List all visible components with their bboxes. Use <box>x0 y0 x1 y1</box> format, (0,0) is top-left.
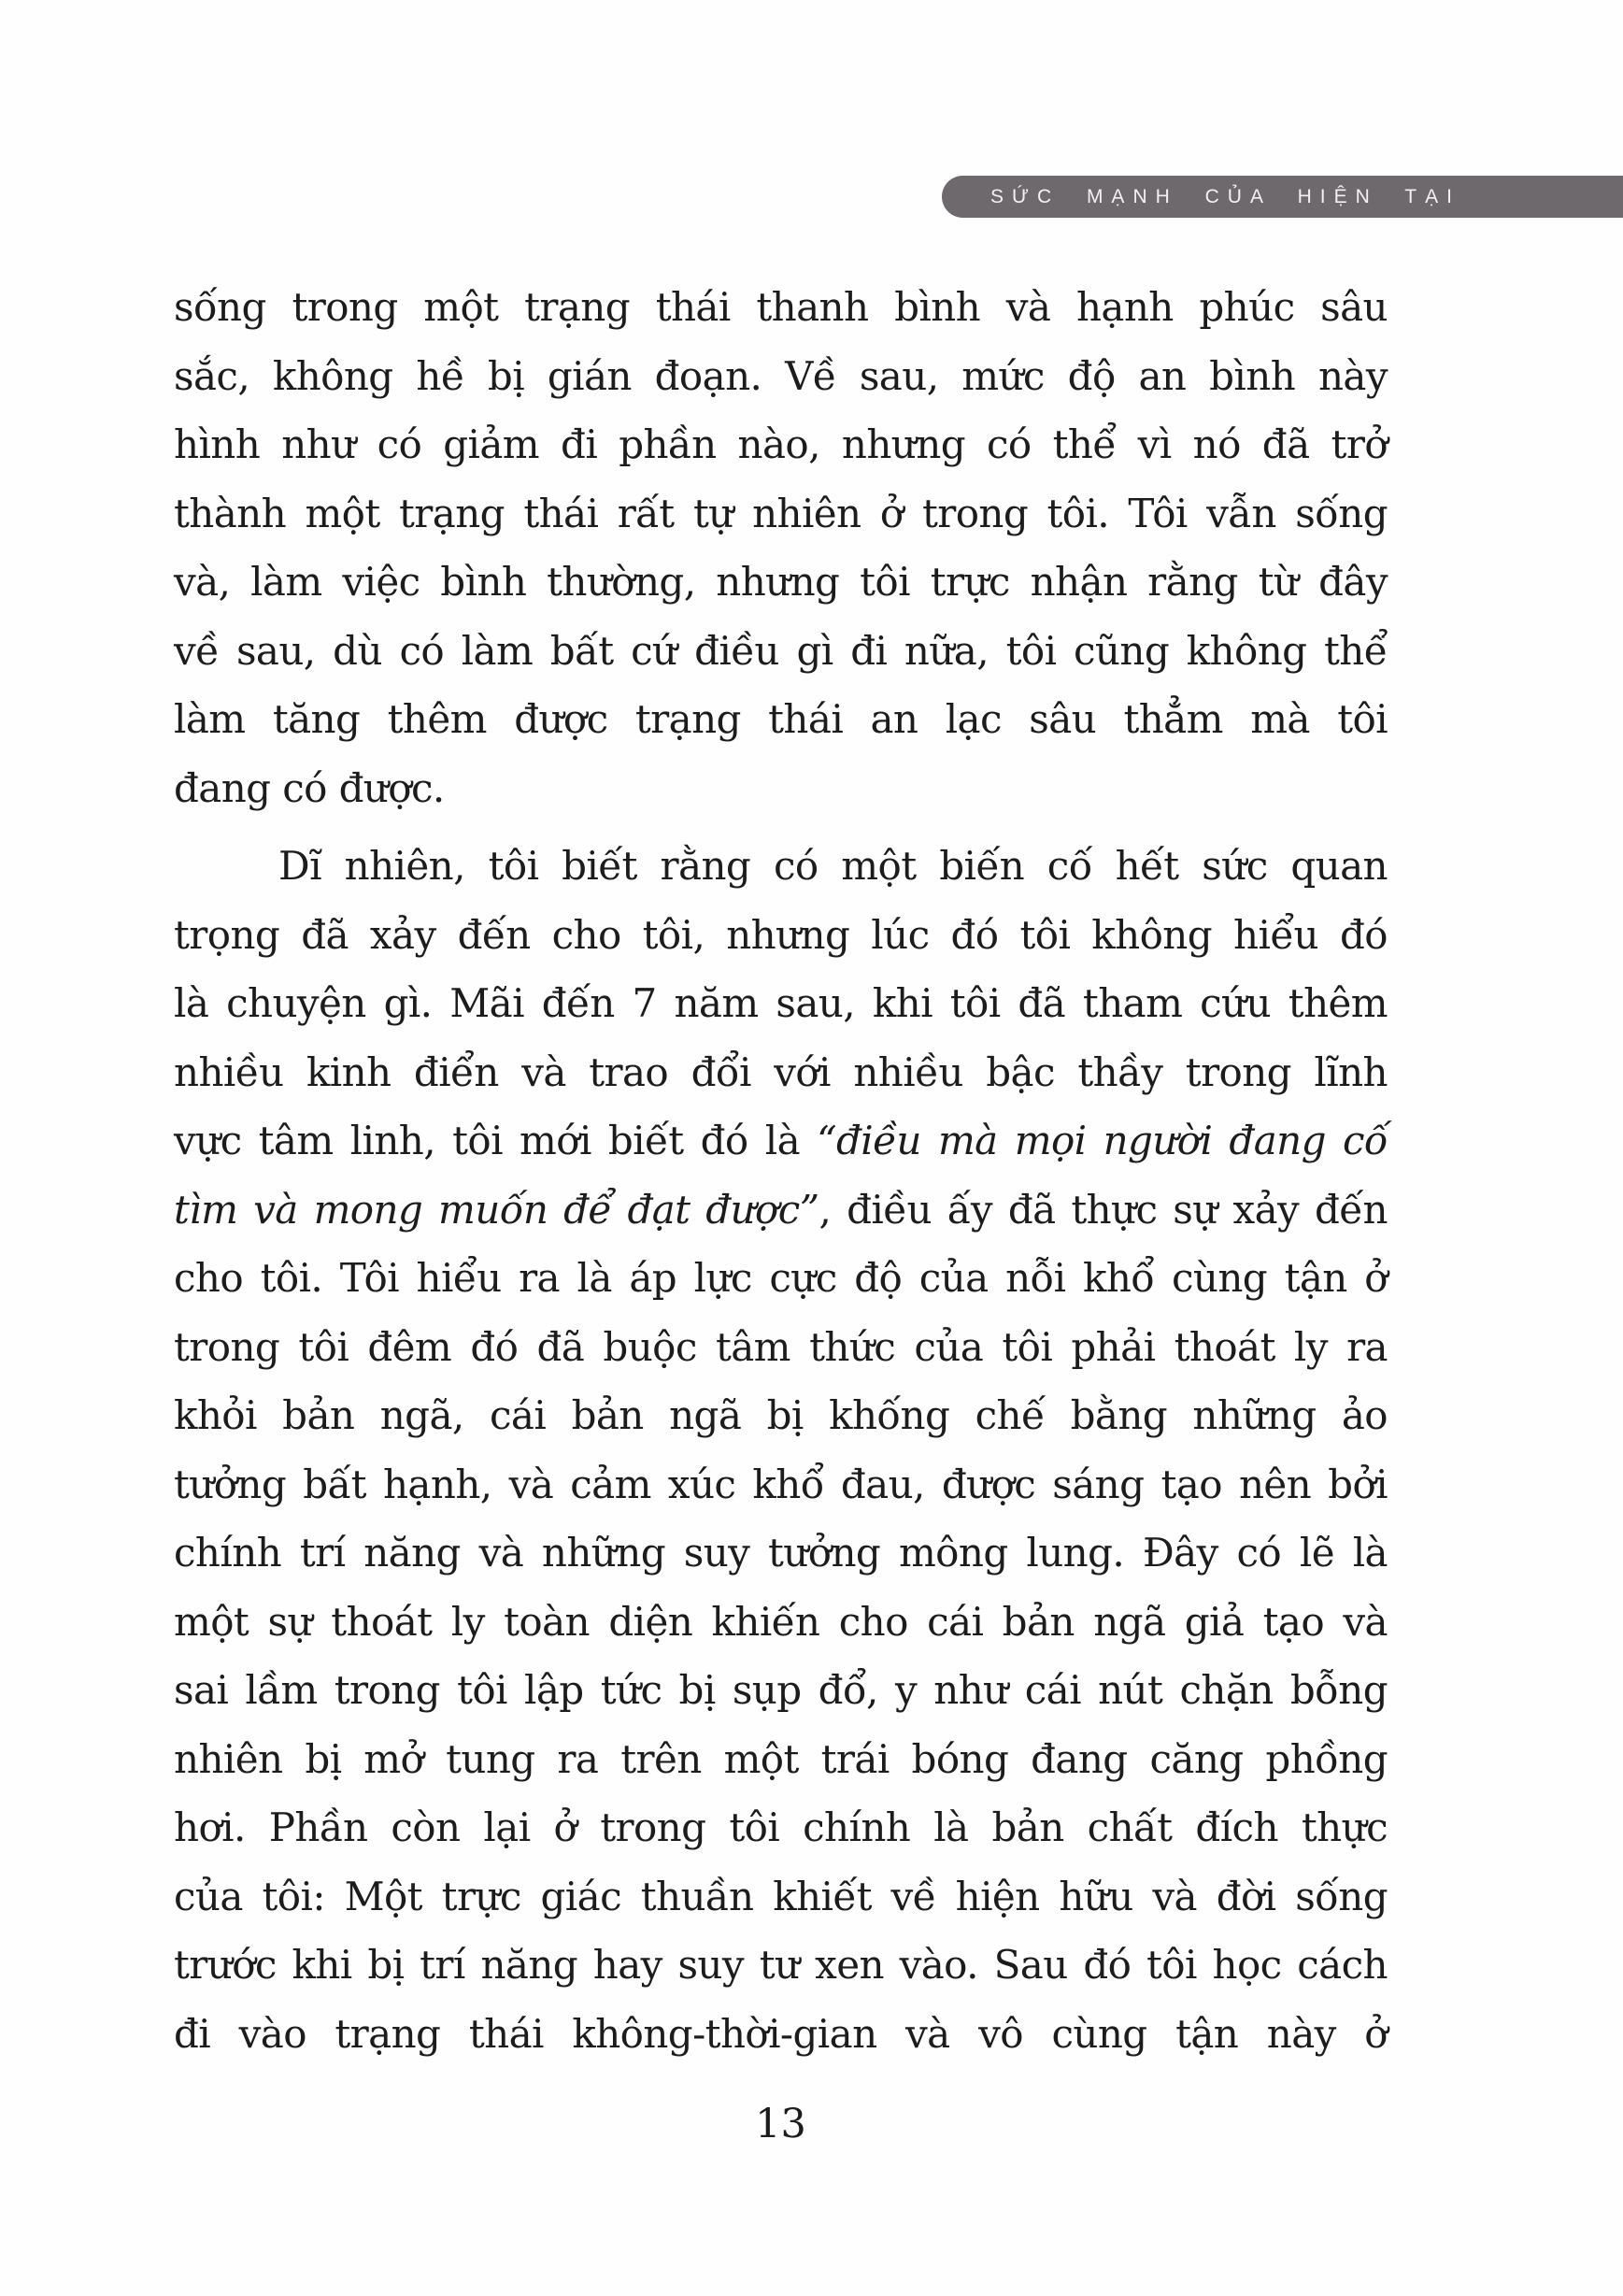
text-line <box>174 1793 1388 1862</box>
body-text-segment: , điều ấy đã thực sự xảy đến <box>819 1186 1388 1233</box>
body-text-segment: sai lầm trong tôi lập tức bị sụp đổ, y như cái nút chặn bỗng <box>174 1667 1388 1713</box>
text-line <box>174 1656 1388 1725</box>
body-text-segment: chính trí năng và những suy tưởng mông lung. Đây có lẽ là <box>174 1530 1388 1576</box>
text-line <box>174 832 1388 901</box>
text-line <box>174 1106 1388 1176</box>
text-line <box>174 273 1388 342</box>
text-line <box>174 969 1388 1038</box>
body-text-segment: về sau, dù có làm bất cứ điều gì đi nữa, tôi cũng không thể <box>174 627 1388 674</box>
body-text-segment: nhiên bị mở tung ra trên một trái bóng đang căng phồng <box>174 1735 1388 1782</box>
text-line <box>174 1862 1388 1932</box>
body-text-segment: trong tôi đêm đó đã buộc tâm thức của tôi phải thoát ly ra <box>174 1323 1388 1370</box>
text-line <box>174 754 1388 823</box>
body-text-segment: đi vào trạng thái không-thời-gian và vô cùng tận này ở <box>174 2010 1388 2057</box>
text-line <box>174 479 1388 549</box>
body-text-segment: nhiều kinh điển và trao đổi với nhiều bậc thầy trong lĩnh <box>174 1048 1388 1095</box>
body-text-segment: làm tăng thêm được trạng thái an lạc sâu thẳm mà tôi <box>174 696 1388 742</box>
text-line <box>174 1725 1388 1794</box>
body-text-segment: trọng đã xảy đến cho tôi, nhưng lúc đó tôi không hiểu đó <box>174 911 1388 958</box>
body-text-segment: trước khi bị trí năng hay suy tư xen vào. Sau đó tôi học cách <box>174 1942 1388 1988</box>
body-text-segment: tưởng bất hạnh, và cảm xúc khổ đau, được sáng tạo nên bởi <box>174 1461 1388 1507</box>
text-line <box>174 2000 1388 2069</box>
text-line <box>174 342 1388 411</box>
paragraph <box>174 832 1388 2068</box>
text-line <box>174 1038 1388 1107</box>
body-text-segment: hình như có giảm đi phần nào, nhưng có thể vì nó đã trở <box>174 421 1388 467</box>
text-line <box>174 685 1388 754</box>
body-text-segment: đang có được. <box>174 764 445 811</box>
page-number: 13 <box>755 2101 806 2147</box>
text-line <box>174 901 1388 970</box>
text-line <box>174 617 1388 686</box>
body-text-segment: vực tâm linh, tôi mới biết đó là <box>174 1118 818 1163</box>
quoted-italic-text: tìm và mong muốn để đạt được” <box>174 1186 819 1233</box>
text-line <box>174 548 1388 617</box>
body-text-segment: của tôi: Một trực giác thuần khiết về hiện hữu và đời sống <box>174 1873 1388 1919</box>
body-text-segment: cho tôi. Tôi hiểu ra là áp lực cực độ của nỗi khổ cùng tận ở <box>174 1255 1388 1301</box>
text-line <box>174 1931 1388 2000</box>
text-line <box>174 1176 1388 1245</box>
text-line <box>174 1450 1388 1519</box>
running-header-title: SỨC MẠNH CỦA HIỆN TẠI <box>990 185 1460 207</box>
text-line <box>174 1244 1388 1313</box>
body-text-segment: thành một trạng thái rất tự nhiên ở trong tôi. Tôi vẫn sống <box>174 490 1388 536</box>
text-line <box>174 1381 1388 1450</box>
body-text <box>174 273 1388 2068</box>
body-text-segment: là chuyện gì. Mãi đến 7 năm sau, khi tôi đã tham cứu thêm <box>174 980 1388 1026</box>
text-line <box>174 1588 1388 1657</box>
text-line <box>174 1313 1388 1382</box>
quoted-italic-text: “điều mà mọi người đang cố <box>817 1118 1388 1163</box>
text-line <box>174 1519 1388 1588</box>
body-text-segment: một sự thoát ly toàn diện khiến cho cái bản ngã giả tạo và <box>174 1598 1388 1645</box>
body-text-segment: sống trong một trạng thái thanh bình và hạnh phúc sâu <box>174 284 1388 330</box>
running-header-bar <box>942 176 1623 218</box>
body-text-segment: hơi. Phần còn lại ở trong tôi chính là bản chất đích thực <box>174 1804 1388 1850</box>
body-text-segment: Dĩ nhiên, tôi biết rằng có một biến cố hết sức quan <box>278 843 1388 889</box>
body-text-segment: sắc, không hề bị gián đoạn. Về sau, mức độ an bình này <box>174 352 1388 399</box>
body-text-segment: và, làm việc bình thường, nhưng tôi trực nhận rằng từ đây <box>174 559 1388 605</box>
body-text-segment: khỏi bản ngã, cái bản ngã bị khống chế bằng những ảo <box>174 1392 1388 1438</box>
text-line <box>174 410 1388 479</box>
paragraph <box>174 273 1388 822</box>
